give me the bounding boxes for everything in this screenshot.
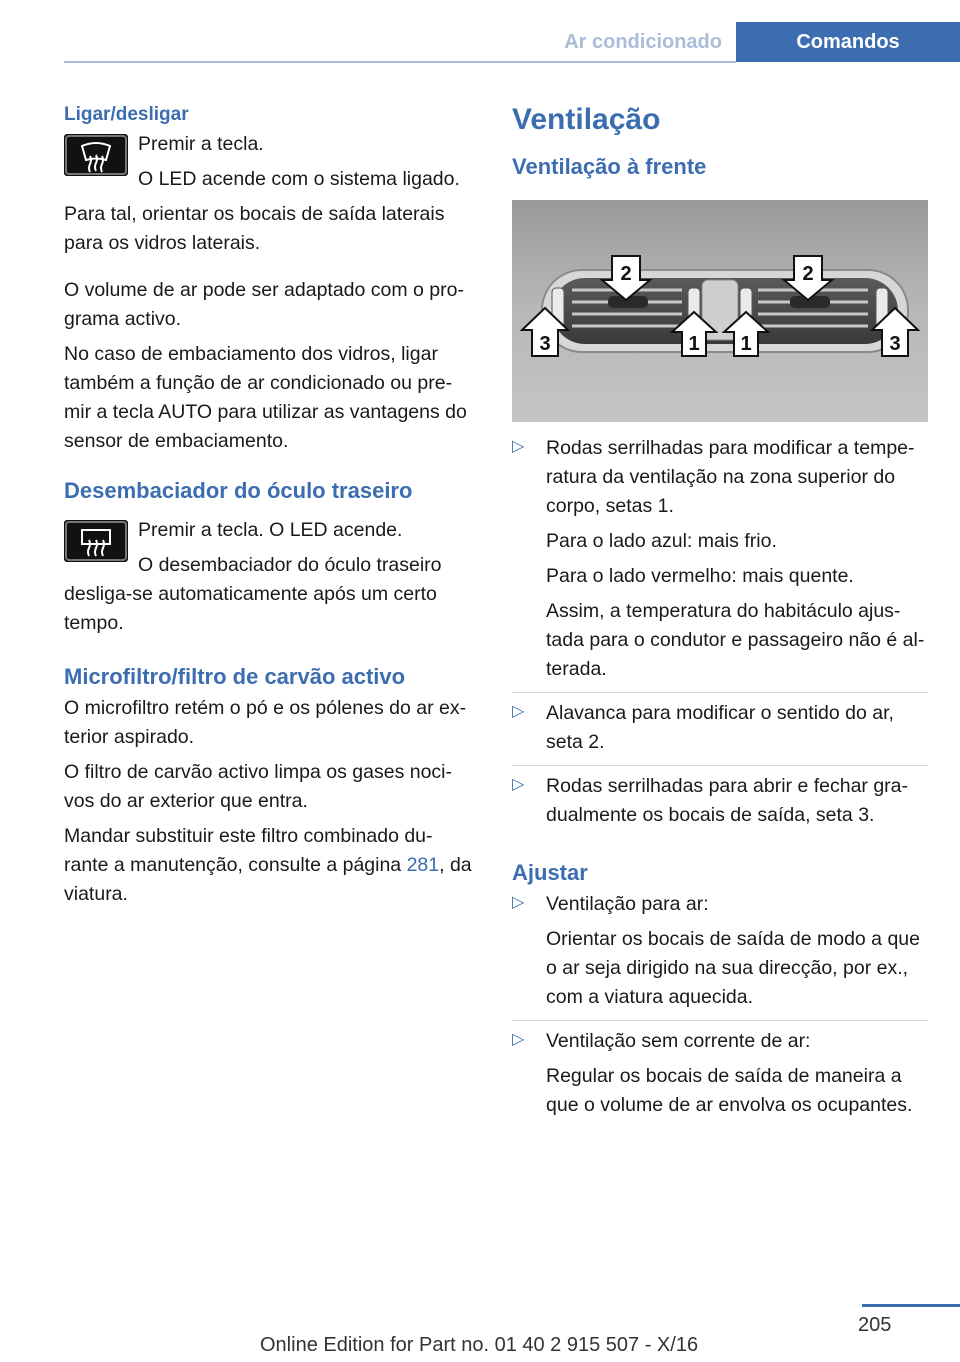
page-number: 205 bbox=[858, 1314, 892, 1336]
filter-text-3a: Mandar substituir este filtro combinado du‐rante a manutenção, consulte a página bbox=[64, 825, 433, 876]
onoff-text-2: O LED acende com o sistema ligado. bbox=[138, 168, 460, 190]
list-item-text: Orientar os bocais de saída de modo a que o ar seja dirigido na sua direcção, por ex., com a viatura aquecida. bbox=[546, 928, 920, 1008]
heading-ventilation: Ventilação bbox=[512, 103, 661, 136]
callout-label-1a: 1 bbox=[688, 333, 700, 355]
heading-front-ventilation: Ventilação à frente bbox=[512, 154, 707, 179]
list-item-text: Ventilação para ar: bbox=[546, 893, 709, 915]
adjust-list bbox=[512, 890, 928, 1128]
callout-label-2b: 2 bbox=[802, 263, 814, 285]
list-item-text: Para o lado vermelho: mais quente. bbox=[546, 565, 854, 587]
page-281-link[interactable]: 281 bbox=[406, 854, 440, 876]
list-item bbox=[512, 434, 928, 693]
list-item bbox=[512, 1027, 928, 1128]
header-section-title: Ar condicionado bbox=[564, 31, 722, 53]
heading-rear-defrost: Desembaciador do óculo traseiro bbox=[64, 478, 413, 503]
callout-label-3a: 3 bbox=[539, 333, 551, 355]
rear-text-2: O desembaciador do óculo traseiro desliga-se automaticamente após um certo tempo. bbox=[64, 554, 442, 634]
list-item-text: Regular os bocais de saída de maneira a que o volume de ar envolva os ocupantes. bbox=[546, 1065, 913, 1116]
right-column bbox=[512, 100, 928, 1134]
onoff-text-5: No caso de embaciamento dos vidros, ligar também a função de ar condicionado ou pre‐mir a tecla AUTO para utilizar as vantagens do sensor de embaciamento. bbox=[64, 343, 467, 452]
heading-adjust: Ajustar bbox=[512, 860, 588, 885]
bullet-triangle-icon: ▷ bbox=[512, 776, 525, 793]
bullet-triangle-icon: ▷ bbox=[512, 438, 525, 455]
rear-window-defrost-icon bbox=[64, 520, 128, 562]
footer-rule bbox=[862, 1304, 960, 1307]
list-item-text: Rodas serrilhadas para abrir e fechar gra‐dualmente os bocais de saída, seta 3. bbox=[546, 775, 909, 826]
header-rule bbox=[64, 61, 736, 63]
list-item-text: Ventilação sem corrente de ar: bbox=[546, 1030, 811, 1052]
list-item bbox=[512, 890, 928, 1021]
list-item-text: Rodas serrilhadas para modificar a tempe‐ratura da ventilação na zona superior do corpo, setas 1. bbox=[546, 437, 915, 517]
list-item bbox=[512, 699, 928, 766]
filter-text-2: O filtro de carvão activo limpa os gases noci‐vos do ar exterior que entra. bbox=[64, 761, 453, 812]
callout-label-1b: 1 bbox=[740, 333, 752, 355]
filter-text-1: O microfiltro retém o pó e os pólenes do ar ex‐terior aspirado. bbox=[64, 697, 467, 748]
list-item-text: Para o lado azul: mais frio. bbox=[546, 530, 777, 552]
rear-defrost-block bbox=[64, 516, 476, 638]
list-item-text: Alavanca para modificar o sentido do ar, seta 2. bbox=[546, 702, 894, 753]
windshield-defrost-icon bbox=[64, 134, 128, 176]
rear-text-1: Premir a tecla. O LED acende. bbox=[138, 519, 403, 541]
filter-text-3b: , da viatura. bbox=[64, 854, 472, 905]
bullet-triangle-icon: ▷ bbox=[512, 1031, 525, 1048]
left-column bbox=[64, 100, 476, 909]
air-vents-photo bbox=[512, 200, 928, 422]
ventilation-list bbox=[512, 434, 928, 838]
list-item bbox=[512, 772, 928, 838]
front-defrost-block bbox=[64, 130, 476, 194]
page-header bbox=[0, 0, 960, 62]
heading-microfilter: Microfiltro/filtro de carvão activo bbox=[64, 664, 406, 689]
onoff-text-1: Premir a tecla. bbox=[138, 133, 264, 155]
heading-on-off: Ligar/desligar bbox=[64, 104, 189, 125]
edition-note: Online Edition for Part no. 01 40 2 915 507 - X/16 bbox=[260, 1334, 699, 1356]
onoff-text-3: Para tal, orientar os bocais de saída laterais para os vidros laterais. bbox=[64, 203, 445, 254]
callout-label-3b: 3 bbox=[889, 333, 901, 355]
bullet-triangle-icon: ▷ bbox=[512, 894, 525, 911]
header-chapter-tab: Comandos bbox=[736, 22, 960, 62]
list-item-text: Assim, a temperatura do habitáculo ajus‐tada para o condutor e passageiro não é al‐terada. bbox=[546, 600, 925, 680]
callout-label-2a: 2 bbox=[620, 263, 632, 285]
bullet-triangle-icon: ▷ bbox=[512, 703, 525, 720]
onoff-text-4: O volume de ar pode ser adaptado com o pro‐grama activo. bbox=[64, 279, 464, 330]
filter-text-3 bbox=[64, 822, 476, 909]
